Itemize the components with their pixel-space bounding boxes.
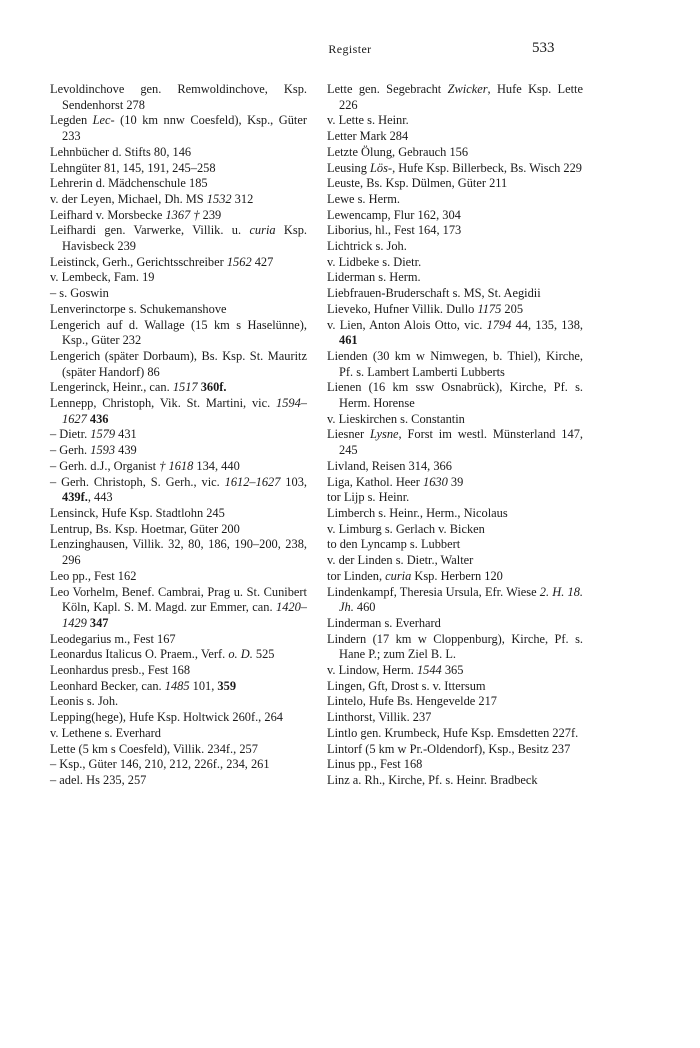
entry-text: Lichtrick s. Joh. [327, 239, 407, 254]
entry-text: Liesner [327, 427, 370, 442]
index-entry [327, 349, 583, 380]
index-entry [327, 585, 583, 616]
index-entry [327, 506, 583, 522]
entry-text: 1532 [206, 191, 232, 206]
index-entry [50, 506, 307, 522]
index-entry [50, 647, 307, 663]
index-entry [327, 632, 583, 663]
entry-text: tor Lijp s. Heinr. [327, 490, 410, 505]
index-entry [50, 679, 307, 695]
index-entry [327, 475, 583, 491]
entry-text: Leonis s. Joh. [50, 694, 119, 709]
entry-text: Lenverinctorpe s. Schukemanshove [50, 301, 227, 316]
entry-text: v. Lette s. Heinr. [327, 113, 409, 128]
entry-text: Linderman s. Everhard [327, 615, 441, 630]
index-entry [327, 757, 583, 773]
entry-text: v. Limburg s. Gerlach v. Bicken [327, 521, 485, 536]
entry-text: 39 [447, 474, 464, 489]
index-entry [327, 537, 583, 553]
index-entry [50, 694, 307, 710]
entry-text: 439f. [62, 490, 88, 505]
entry-text: Linthorst, Villik. 237 [327, 710, 432, 725]
entry-text: 1630 [423, 474, 448, 489]
entry-text: Leodegarius m., Fest 167 [50, 631, 176, 646]
entry-text: Letzte Ölung, Gebrauch 156 [327, 144, 469, 159]
entry-text: v. Lieskirchen s. Constantin [327, 411, 465, 426]
entry-text: Liebfrauen-Bruderschaft s. MS, St. Aegidii [327, 286, 541, 301]
entry-text: Linus pp., Fest 168 [327, 757, 423, 772]
entry-text: Liga, Kathol. Heer [327, 474, 423, 489]
entry-text: – adel. Hs 235, 257 [50, 772, 147, 787]
entry-text: Lysne [370, 427, 399, 442]
entry-text: v. Lien, Anton Alois Otto, vic. [327, 317, 487, 332]
entry-text: Lintelo, Hufe Bs. Hengevelde 217 [327, 694, 497, 709]
index-entry [50, 349, 307, 380]
index-entry [327, 270, 583, 286]
entry-text: Lenzinghausen, Villik. 32, 80, 186, 190–200, 238, 296 [50, 537, 307, 568]
index-entry [50, 82, 307, 113]
index-entry [50, 176, 307, 192]
entry-text: , Forst im westl. Münsterland 147, 245 [339, 427, 583, 458]
entry-text: Lingen, Gft, Drost s. v. Ittersum [327, 678, 486, 693]
index-entry [327, 694, 583, 710]
index-entry [50, 270, 307, 286]
entry-text: Zwicker [447, 82, 488, 96]
entry-text: Leusing [327, 160, 371, 175]
index-entry [327, 82, 583, 113]
entry-text: Leonardus Italicus O. Praem., Verf. [50, 647, 229, 662]
entry-text: curia [385, 568, 412, 583]
index-entry [327, 742, 583, 758]
index-entry [50, 396, 307, 427]
entry-text: v. Lembeck, Fam. 19 [50, 270, 155, 285]
index-entry [50, 757, 307, 773]
index-entry [50, 161, 307, 177]
entry-text: 365 [441, 663, 464, 678]
entry-text: Lepping(hege), Hufe Ksp. Holtwick 260f., 264 [50, 710, 283, 725]
index-column-left [50, 82, 307, 789]
entry-text: Lieveko, Hufner Villik. Dullo [327, 301, 478, 316]
entry-text: Lehnbücher d. Stifts 80, 146 [50, 144, 192, 159]
entry-text: 1544 [416, 663, 442, 678]
entry-text: 1175 [477, 301, 502, 316]
entry-text: Leonhardus presb., Fest 168 [50, 663, 191, 678]
entry-text: 103, [280, 474, 307, 489]
entry-text: – Ksp., Güter 146, 210, 212, 226f., 234, 261 [50, 757, 270, 772]
entry-text: 427 [251, 254, 274, 269]
index-entry [50, 663, 307, 679]
entry-text: 1420–1429 [62, 600, 307, 630]
entry-text: Lewe s. Herm. [327, 191, 400, 206]
entry-text: v. Lethene s. Everhard [50, 725, 162, 740]
entry-text: 239 [202, 207, 222, 222]
index-entry [327, 286, 583, 302]
entry-text: 101, [189, 678, 218, 693]
index-entry [50, 380, 307, 396]
entry-text: v. der Leyen, Michael, Dh. MS [50, 191, 207, 206]
entry-text: Lehrerin d. Mädchenschule 185 [50, 176, 208, 191]
index-entry [50, 773, 307, 789]
index-entry [327, 522, 583, 538]
entry-text: 44, 135, 138, [511, 317, 583, 332]
entry-text: Lette gen. Segebracht [327, 82, 448, 96]
index-entry [50, 318, 307, 349]
entry-text: 460 [353, 600, 376, 615]
index-entry [50, 286, 307, 302]
entry-text: Liborius, hl., Fest 164, 173 [327, 223, 462, 238]
entry-text: Lindenkampf, Theresia Ursula, Efr. Wiese [327, 584, 540, 599]
index-entry [327, 412, 583, 428]
index-entry [50, 475, 307, 506]
entry-text: 347 [89, 615, 109, 630]
index-entry [50, 632, 307, 648]
entry-text: 360f. [200, 380, 227, 395]
entry-text: – s. Goswin [50, 286, 109, 301]
index-entry [327, 663, 583, 679]
entry-text: Levoldinchove gen. Remwoldinchove, Ksp. Sendenhorst 278 [50, 82, 307, 112]
entry-text: 436 [89, 411, 109, 426]
index-entry [327, 459, 583, 475]
entry-text: o. D. [228, 647, 253, 662]
entry-text: – Gerh. [50, 443, 91, 458]
entry-text: 205 [501, 301, 524, 316]
index-entry [50, 302, 307, 318]
entry-text: Leonhard Becker, can. [50, 678, 165, 693]
entry-text: Lec- [92, 113, 115, 128]
entry-text: 1485 [164, 678, 190, 693]
entry-text: 1594–1627 [62, 396, 307, 426]
entry-text: 525 [252, 647, 275, 662]
entry-text: v. der Linden s. Dietr., Walter [327, 553, 474, 568]
entry-text: , Hufe Ksp. Lette 226 [339, 82, 583, 112]
index-entry [327, 726, 583, 742]
entry-text: Linz a. Rh., Kirche, Pf. s. Heinr. Bradbeck [327, 772, 538, 787]
entry-text: Ksp. Havisbeck 239 [62, 223, 307, 254]
index-entry [50, 726, 307, 742]
entry-text: Limberch s. Heinr., Herm., Nicolaus [327, 505, 508, 520]
index-entry [50, 223, 307, 254]
entry-text: , 443 [87, 490, 113, 505]
index-entry [50, 255, 307, 271]
index-entry [327, 302, 583, 318]
index-entry [327, 192, 583, 208]
index-entry [327, 239, 583, 255]
entry-text: Letter Mark 284 [327, 129, 409, 144]
index-entry [50, 192, 307, 208]
index-entry [327, 176, 583, 192]
entry-text: Liderman s. Herm. [327, 270, 421, 285]
entry-text: Lensinck, Hufe Ksp. Stadtlohn 245 [50, 505, 225, 520]
index-entry [50, 443, 307, 459]
entry-text: 1612–1627 [224, 474, 281, 489]
entry-text: 134, 440 [193, 458, 240, 473]
entry-text: – Gerh. d.J., Organist [50, 458, 160, 473]
entry-text: † 1618 [159, 458, 194, 473]
index-entry [327, 427, 583, 458]
index-entry [50, 742, 307, 758]
entry-text: Leo Vorhelm, Benef. Cambrai, Prag u. St. Cunibert Köln, Kapl. S. M. Magd. zur Emmer, can. [50, 584, 307, 615]
index-entry [327, 380, 583, 411]
entry-text: Lengerich auf d. Wallage (15 km s Haselünne), Ksp., Güter 232 [50, 317, 307, 348]
index-entry [50, 569, 307, 585]
index-entry [50, 459, 307, 475]
entry-text: Livland, Reisen 314, 366 [327, 458, 452, 473]
index-entry [327, 773, 583, 789]
index-entry [50, 537, 307, 568]
entry-text: 312 [231, 191, 254, 206]
entry-text: 431 [115, 427, 137, 442]
entry-text: Lengerinck, Heinr., can. [50, 380, 173, 395]
entry-text: Lehngüter 81, 145, 191, 245–258 [50, 160, 216, 175]
entry-text: 1517 [172, 380, 198, 395]
page-number: 533 [532, 40, 555, 56]
entry-text: Lewencamp, Flur 162, 304 [327, 207, 461, 222]
entry-text: Lette (5 km s Coesfeld), Villik. 234f., 257 [50, 741, 258, 756]
entry-text: v. Lindow, Herm. [327, 663, 417, 678]
index-entry [50, 522, 307, 538]
entry-text: 1579 [90, 427, 116, 442]
index-entry [327, 490, 583, 506]
index-entry [327, 129, 583, 145]
entry-text: Lienden (30 km w Nimwegen, b. Thiel), Kirche, Pf. s. Lambert Lamberti Lubberts [327, 348, 583, 379]
entry-text: Ksp. Herbern 120 [411, 568, 503, 583]
entry-text: 1593 [90, 443, 116, 458]
entry-text: 359 [217, 678, 237, 693]
index-entry [327, 679, 583, 695]
entry-text: 1367 † [165, 207, 203, 222]
index-entry [327, 223, 583, 239]
index-entry [327, 318, 583, 349]
entry-text: 1562 [226, 254, 252, 269]
entry-text: Leistinck, Gerh., Gerichtsschreiber [50, 254, 227, 269]
entry-text: Legden [50, 113, 93, 128]
index-entry [327, 569, 583, 585]
index-entry [327, 255, 583, 271]
entry-text: 439 [115, 443, 137, 458]
entry-text: Leifhardi gen. Varwerke, Villik. u. [50, 223, 250, 238]
entry-text: Lindern (17 km w Cloppenburg), Kirche, Pf. s. Hane P.; zum Ziel B. L. [327, 631, 583, 662]
entry-text: Lintorf (5 km w Pr.-Oldendorf), Ksp., Besitz 237 [327, 741, 571, 756]
entry-text: – Gerh. Christoph, S. Gerh., vic. [50, 474, 225, 489]
entry-text: curia [249, 223, 276, 238]
entry-text: Leo pp., Fest 162 [50, 568, 137, 583]
entry-text: 461 [339, 333, 358, 348]
index-entry [327, 113, 583, 129]
entry-text: , Hufe Ksp. Billerbeck, Bs. Wisch 229 [392, 160, 583, 175]
index-column-right [327, 82, 583, 789]
entry-text: Lös- [370, 160, 393, 175]
entry-text: Lennepp, Christoph, Vik. St. Martini, vic. [50, 396, 277, 411]
index-entry [50, 145, 307, 161]
entry-text: (10 km nnw Coesfeld), Ksp., Güter 233 [62, 113, 307, 144]
entry-text: – Dietr. [50, 427, 91, 442]
entry-text: Lengerich (später Dorbaum), Bs. Ksp. St. Mauritz (später Handorf) 86 [50, 348, 307, 379]
entry-text: Lentrup, Bs. Ksp. Hoetmar, Güter 200 [50, 521, 240, 536]
entry-text: to den Lyncamp s. Lubbert [327, 537, 461, 552]
index-entry [327, 161, 583, 177]
entry-text: 2. H. 18. Jh. [339, 584, 583, 615]
entry-text: 1794 [486, 317, 512, 332]
entry-text: tor Linden, [327, 568, 386, 583]
index-entry [327, 553, 583, 569]
index-entry [50, 710, 307, 726]
index-entry [327, 616, 583, 632]
index-entry [50, 208, 307, 224]
index-entry [327, 208, 583, 224]
entry-text: Lintlo gen. Krumbeck, Hufe Ksp. Emsdetten 227f. [327, 725, 579, 740]
index-entry [327, 145, 583, 161]
index-entry [327, 710, 583, 726]
entry-text: v. Lidbeke s. Dietr. [327, 254, 422, 269]
entry-text: Leuste, Bs. Ksp. Dülmen, Güter 211 [327, 176, 508, 191]
index-entry [50, 585, 307, 632]
entry-text: Lienen (16 km ssw Osnabrück), Kirche, Pf. s. Herm. Horense [327, 380, 583, 411]
running-title: Register [328, 42, 372, 56]
index-entry [50, 113, 307, 144]
index-entry [50, 427, 307, 443]
entry-text: Leifhard v. Morsbecke [50, 207, 166, 222]
